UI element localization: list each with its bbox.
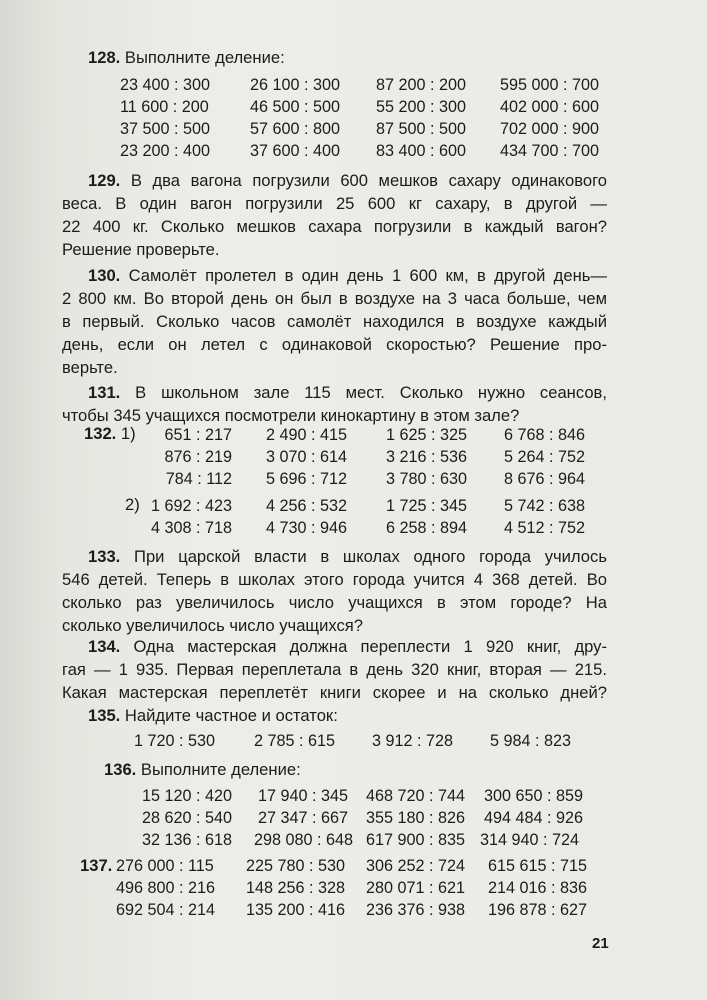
problem-number: 135. bbox=[88, 706, 121, 725]
expression: 280 071 : 621 bbox=[366, 879, 466, 897]
problem-number: 136. bbox=[104, 760, 137, 779]
expression: 617 900 : 835 bbox=[366, 831, 466, 849]
problem-133-line bbox=[88, 546, 607, 568]
problem-136-grid bbox=[0, 785, 707, 851]
problem-134-line bbox=[88, 636, 607, 658]
expression: 26 100 : 300 bbox=[250, 76, 341, 94]
problem-133-line: 546 детей. Теперь в школах этого города учится 4 368 детей. Во bbox=[62, 570, 607, 589]
expression: 784 : 112 bbox=[165, 470, 232, 488]
expression: 1 625 : 325 bbox=[386, 426, 468, 444]
problem-number: 133. bbox=[88, 547, 121, 566]
expression: 5 742 : 638 bbox=[504, 497, 586, 515]
problem-text: В школьном зале 115 мест. Сколько нужно сеансов, bbox=[135, 383, 607, 402]
expression: 8 676 : 964 bbox=[504, 470, 586, 488]
expression: 434 700 : 700 bbox=[500, 142, 600, 160]
grid-row bbox=[0, 96, 707, 118]
problem-132-part1-grid bbox=[0, 424, 707, 490]
grid-row bbox=[0, 785, 707, 807]
problem-number: 137. bbox=[80, 856, 113, 875]
expression: 6 258 : 894 bbox=[386, 519, 468, 537]
problem-text: В два вагона погрузили 600 мешков сахару одинакового bbox=[130, 171, 607, 190]
problem-135-grid bbox=[0, 730, 707, 752]
expression: 1 720 : 530 bbox=[134, 732, 216, 750]
expression: 87 200 : 200 bbox=[376, 76, 467, 94]
problem-text: При царской власти в школах одного города училось bbox=[134, 547, 607, 566]
expression: 1 725 : 345 bbox=[386, 497, 468, 515]
grid-row bbox=[0, 899, 707, 921]
grid-row bbox=[0, 807, 707, 829]
expression: 2 785 : 615 bbox=[254, 732, 336, 750]
grid-row bbox=[0, 517, 707, 539]
grid-row bbox=[0, 495, 707, 517]
problem-134-line: гая — 1 935. Первая переплетала в день 320 книг, вторая — 215. bbox=[62, 660, 607, 679]
grid-row bbox=[0, 446, 707, 468]
problem-137-grid bbox=[0, 855, 707, 921]
grid-row bbox=[0, 855, 707, 877]
expression: 615 615 : 715 bbox=[488, 857, 588, 875]
expression: 3 070 : 614 bbox=[266, 448, 348, 466]
problem-131-line: чтобы 345 учащихся посмотрели кинокартину в этом зале? bbox=[62, 406, 520, 425]
problem-text: Выполните деление: bbox=[124, 48, 285, 67]
page-number: 21 bbox=[592, 935, 609, 952]
problem-number: 132. bbox=[84, 424, 117, 443]
expression: 5 984 : 823 bbox=[490, 732, 572, 750]
expression: 17 940 : 345 bbox=[258, 787, 349, 805]
expression: 306 252 : 724 bbox=[366, 857, 466, 875]
problem-129-line: веса. В один вагон погрузили 25 600 кг сахару, в другой — bbox=[62, 194, 607, 213]
problem-135-header bbox=[88, 706, 338, 726]
grid-row bbox=[0, 74, 707, 96]
expression: 1 692 : 423 bbox=[150, 497, 232, 515]
problem-130-line: день, если он летел с одинаковой скоростью? Решение про- bbox=[62, 335, 607, 354]
expression: 692 504 : 214 bbox=[116, 901, 216, 919]
expression: 83 400 : 600 bbox=[376, 142, 467, 160]
expression: 214 016 : 836 bbox=[488, 879, 588, 897]
expression: 4 308 : 718 bbox=[150, 519, 232, 537]
problem-text: Самолёт пролетел в один день 1 600 км, в другой день— bbox=[128, 266, 607, 285]
expression: 6 768 : 846 bbox=[504, 426, 586, 444]
expression: 32 136 : 618 bbox=[142, 831, 233, 849]
problem-129-line: Решение проверьте. bbox=[62, 240, 220, 259]
expression: 236 376 : 938 bbox=[366, 901, 466, 919]
grid-row bbox=[0, 877, 707, 899]
expression: 402 000 : 600 bbox=[500, 98, 600, 116]
expression: 651 : 217 bbox=[164, 426, 232, 444]
problem-128-header bbox=[88, 48, 285, 68]
expression: 57 600 : 800 bbox=[250, 120, 341, 138]
expression: 2 490 : 415 bbox=[266, 426, 348, 444]
problem-130-line: верьте. bbox=[62, 358, 118, 377]
problem-number: 130. bbox=[88, 266, 121, 285]
expression: 4 256 : 532 bbox=[266, 497, 348, 515]
expression: 87 500 : 500 bbox=[376, 120, 467, 138]
expression: 876 : 219 bbox=[164, 448, 232, 466]
problem-131-line bbox=[88, 382, 607, 404]
grid-row bbox=[0, 118, 707, 140]
problem-133-line: сколько увеличилось число учащихся? bbox=[62, 616, 363, 635]
expression: 4 730 : 946 bbox=[266, 519, 348, 537]
problem-number: 128. bbox=[88, 48, 121, 67]
problem-text: Найдите частное и остаток: bbox=[124, 706, 338, 725]
problem-number: 129. bbox=[88, 171, 121, 190]
grid-row bbox=[0, 829, 707, 851]
expression: 135 200 : 416 bbox=[246, 901, 346, 919]
problem-number: 134. bbox=[88, 637, 121, 656]
expression: 46 500 : 500 bbox=[250, 98, 341, 116]
grid-row bbox=[0, 424, 707, 446]
grid-row bbox=[0, 730, 707, 752]
expression: 595 000 : 700 bbox=[500, 76, 600, 94]
expression: 314 940 : 724 bbox=[480, 831, 580, 849]
problem-text: Выполните деление: bbox=[140, 760, 301, 779]
expression: 23 400 : 300 bbox=[120, 76, 211, 94]
expression: 3 912 : 728 bbox=[372, 732, 454, 750]
grid-row bbox=[0, 468, 707, 490]
expression: 27 347 : 667 bbox=[258, 809, 349, 827]
expression: 355 180 : 826 bbox=[366, 809, 466, 827]
expression: 37 600 : 400 bbox=[250, 142, 341, 160]
expression: 298 080 : 648 bbox=[254, 831, 354, 849]
problem-text: Одна мастерская должна переплести 1 920 книг, дру- bbox=[133, 637, 607, 656]
problem-number: 131. bbox=[88, 383, 121, 402]
expression: 55 200 : 300 bbox=[376, 98, 467, 116]
problem-133-line: сколько раз увеличилось число учащихся в этом городе? На bbox=[62, 593, 607, 612]
expression: 37 500 : 500 bbox=[120, 120, 211, 138]
expression: 3 216 : 536 bbox=[386, 448, 468, 466]
expression: 11 600 : 200 bbox=[120, 98, 209, 116]
problem-130-line: 2 800 км. Во второй день он был в воздухе на 3 часа больше, чем bbox=[62, 289, 607, 308]
expression: 468 720 : 744 bbox=[366, 787, 466, 805]
part-label: 2) bbox=[125, 495, 140, 514]
problem-129-line: 22 400 кг. Сколько мешков сахара погрузили в каждый вагон? bbox=[62, 217, 607, 236]
expression: 496 800 : 216 bbox=[116, 879, 216, 897]
expression: 148 256 : 328 bbox=[246, 879, 346, 897]
grid-row bbox=[0, 140, 707, 162]
problem-132-part2-grid bbox=[0, 495, 707, 539]
problem-136-header bbox=[104, 760, 301, 780]
expression: 5 696 : 712 bbox=[266, 470, 348, 488]
expression: 5 264 : 752 bbox=[504, 448, 586, 466]
problem-130-line: в первый. Сколько часов самолёт находился в воздухе каждый bbox=[62, 312, 607, 331]
problem-129-line bbox=[88, 170, 607, 192]
expression: 494 484 : 926 bbox=[484, 809, 584, 827]
expression: 225 780 : 530 bbox=[246, 857, 346, 875]
expression: 300 650 : 859 bbox=[484, 787, 584, 805]
expression: 702 000 : 900 bbox=[500, 120, 600, 138]
expression: 196 878 : 627 bbox=[488, 901, 588, 919]
expression: 15 120 : 420 bbox=[142, 787, 233, 805]
problem-130-line bbox=[88, 265, 607, 287]
expression: 276 000 : 115 bbox=[116, 857, 214, 875]
problem-134-line: Какая мастерская переплетёт книги скорее и на сколько дней? bbox=[62, 683, 607, 702]
problem-128-grid bbox=[0, 74, 707, 162]
expression: 23 200 : 400 bbox=[120, 142, 211, 160]
part-label: 1) bbox=[120, 424, 136, 443]
expression: 4 512 : 752 bbox=[504, 519, 586, 537]
expression: 3 780 : 630 bbox=[386, 470, 468, 488]
expression: 28 620 : 540 bbox=[142, 809, 233, 827]
